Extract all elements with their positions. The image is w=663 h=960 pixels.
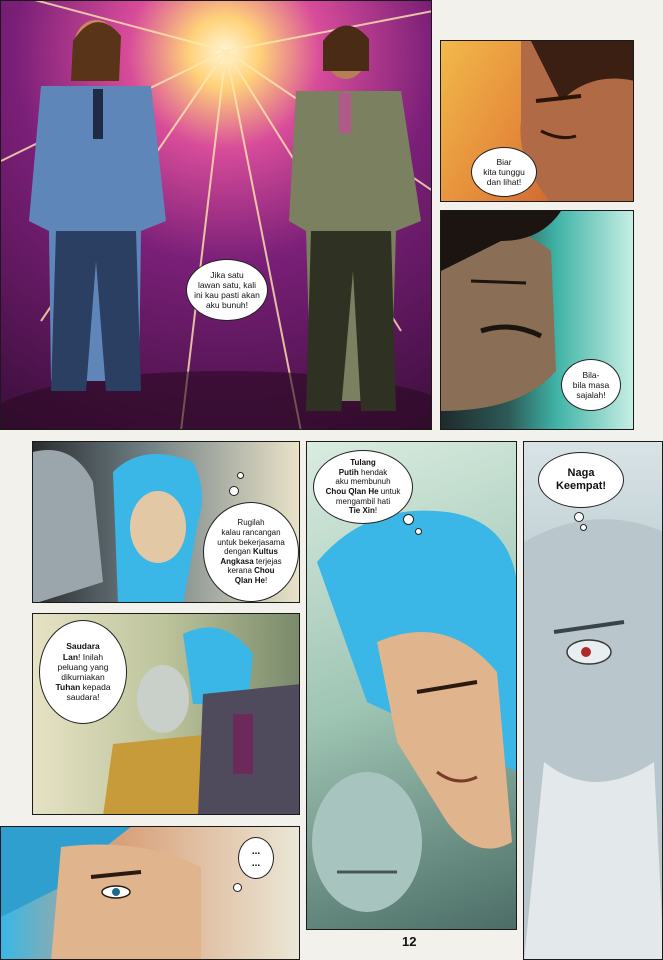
speech-bubble-p3: Bila- bila masa sajalah! [561,359,621,411]
thought-dot [237,472,244,479]
thought-dot [580,524,587,531]
thought-dot [229,486,239,496]
panel-6-blue-hair-closeup [306,441,517,930]
speech-bubble-p2: Biar kita tunggu dan lihat! [471,147,537,197]
panel-1-faceoff [0,0,432,430]
man-left-blue-suit [29,20,166,391]
thought-bubble-p6: Tulang Putih hendak aku membunuh Chou Qlan He untuk mengambil hati Tie Xin! [313,450,413,524]
panel-4-plotting [32,441,300,603]
thought-bubble-p4: Rugilah kalau rancangan untuk bekerjasama dengan Kultus Angkasa terjejas kerana Chou Qlan He! [203,502,299,602]
panel-2-angry-face [440,40,634,202]
man-right-green-suit [289,25,421,411]
thought-bubble-p8: ... ... [238,837,274,879]
angry-face-illustration [441,41,634,202]
speech-bubble-p5: Saudara Lan! Inilah peluang yang dikurniakan Tuhan kepada saudara! [39,620,127,724]
thought-dot [403,514,414,525]
page-number: 12 [402,934,417,949]
thought-dot [574,512,584,522]
panel-3-smirk [440,210,634,430]
thought-dot [233,883,242,892]
panel-5-whisper [32,613,300,815]
panel-8-eyes-closeup [0,826,300,960]
pale-bearded-face-illustration [524,442,663,960]
energy-burst-illustration [1,1,432,430]
speech-bubble-p7: Naga Keempat! [538,452,624,508]
panel-7-pale-face [523,441,663,960]
thought-dot [415,528,422,535]
speech-bubble-p1: Jika satu lawan satu, kali ini kau pasti akan aku bunuh! [186,259,268,321]
